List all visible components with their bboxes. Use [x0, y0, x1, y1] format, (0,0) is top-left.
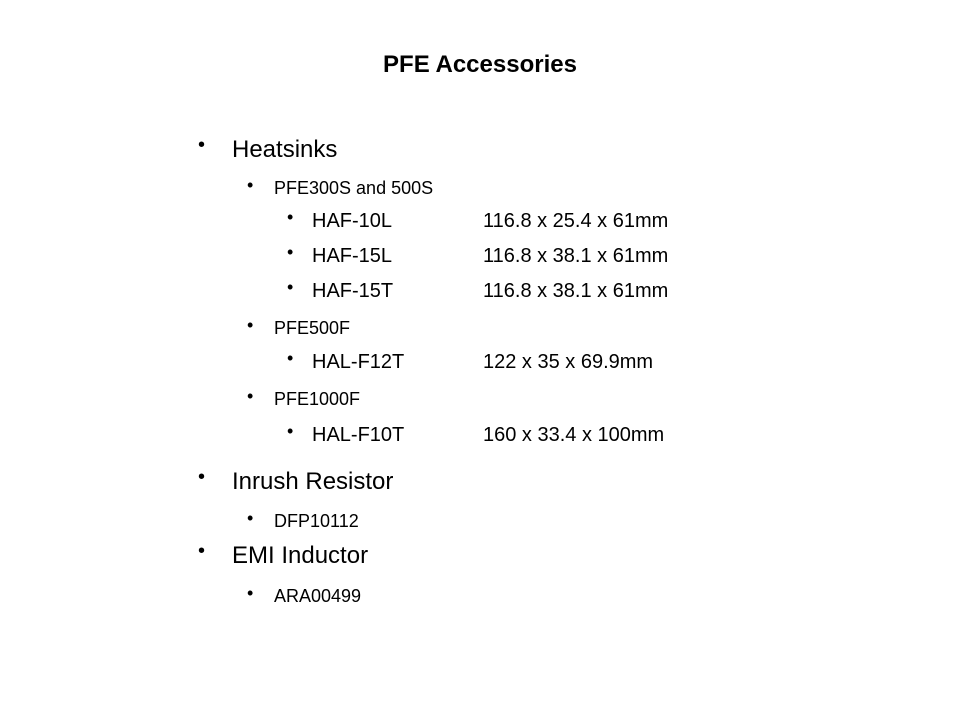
list-item-haf-10l: [287, 207, 669, 233]
bullet-icon: •: [287, 207, 294, 227]
bullet-icon: •: [287, 242, 294, 262]
bullet-icon: •: [287, 348, 294, 368]
group-label: ARA00499: [274, 586, 362, 606]
part-dimensions: 116.8 x 38.1 x 61mm: [483, 245, 669, 267]
slide-title: PFE Accessories: [383, 51, 577, 78]
bullet-pfe1000f: [247, 386, 361, 410]
bullet-icon: •: [247, 583, 254, 603]
part-dimensions: 122 x 35 x 69.9mm: [483, 351, 654, 373]
group-label: PFE500F: [274, 318, 351, 338]
part-dimensions: 160 x 33.4 x 100mm: [483, 424, 665, 446]
bullet-pfe500f: [247, 315, 351, 339]
part-number: HAF-15T: [312, 280, 394, 302]
bullet-heatsinks: [198, 134, 338, 164]
section-label: Heatsinks: [232, 136, 338, 163]
list-item-hal-f10t: [287, 421, 665, 447]
part-dimensions: 116.8 x 38.1 x 61mm: [483, 280, 669, 302]
list-item-hal-f12t: [287, 348, 654, 374]
list-item-haf-15l: [287, 242, 669, 268]
section-label: EMI Inductor: [232, 542, 369, 569]
part-dimensions: 116.8 x 25.4 x 61mm: [483, 210, 669, 232]
bullet-icon: •: [247, 175, 254, 195]
group-label: PFE300S and 500S: [274, 178, 434, 198]
bullet-ara00499: [247, 583, 362, 607]
bullet-icon: •: [198, 466, 206, 488]
bullet-pfe300s-500s: [247, 175, 434, 199]
bullet-icon: •: [198, 540, 206, 562]
group-label: PFE1000F: [274, 389, 361, 409]
part-number: HAF-10L: [312, 210, 393, 232]
bullet-icon: •: [247, 508, 254, 528]
bullet-inrush-resistor: [198, 466, 394, 496]
bullet-icon: •: [247, 315, 254, 335]
group-label: DFP10112: [274, 511, 359, 531]
list-item-haf-15t: [287, 277, 669, 303]
bullet-emi-inductor: [198, 540, 369, 570]
bullet-icon: •: [247, 386, 254, 406]
part-number: HAF-15L: [312, 245, 393, 267]
section-label: Inrush Resistor: [232, 468, 394, 495]
part-number: HAL-F12T: [312, 351, 405, 373]
bullet-icon: •: [198, 134, 206, 156]
bullet-icon: •: [287, 421, 294, 441]
bullet-dfp10112: [247, 508, 359, 532]
bullet-icon: •: [287, 277, 294, 297]
part-number: HAL-F10T: [312, 424, 405, 446]
